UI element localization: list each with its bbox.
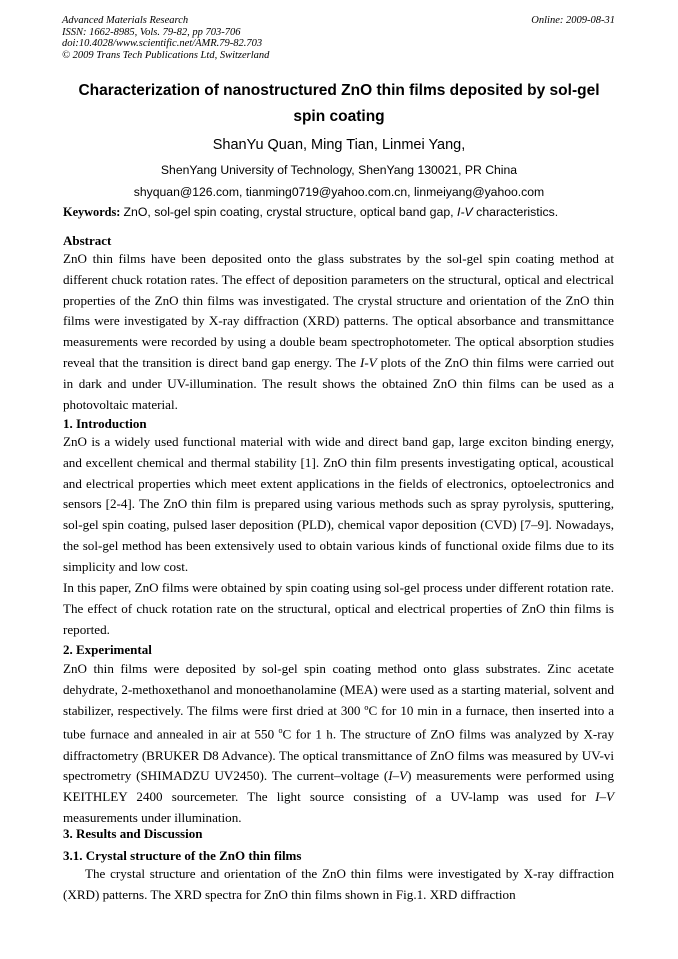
journal-name: Advanced Materials Research xyxy=(62,15,189,26)
keywords-label: Keywords: xyxy=(63,205,121,219)
introduction-heading: 1. Introduction xyxy=(63,416,147,431)
authors: ShanYu Quan, Ming Tian, Linmei Yang, xyxy=(212,137,466,153)
results-heading: 3. Results and Discussion xyxy=(63,826,203,841)
paper-title-line-1: Characterization of nanostructured ZnO thin films deposited by sol-gel xyxy=(78,82,600,99)
abstract-heading: Abstract xyxy=(63,233,112,248)
keywords xyxy=(63,205,623,220)
keywords-text: ZnO, sol-gel spin coating, crystal structure, optical band gap, I-V characteristics. xyxy=(123,205,559,219)
copyright-line: © 2009 Trans Tech Publications Ltd, Switzerland xyxy=(62,49,270,61)
journal-header xyxy=(62,15,618,61)
doi-line: doi:10.4028/www.scientific.net/AMR.79-82.703 xyxy=(62,38,263,50)
online-date: Online: 2009-08-31 xyxy=(531,15,615,26)
paper-title-line-2: spin coating xyxy=(293,108,385,125)
crystal-structure-heading: 3.1. Crystal structure of the ZnO thin films xyxy=(63,848,302,863)
emails: shyquan@126.com, tianming0719@yahoo.com.cn, linmeiyang@yahoo.com xyxy=(133,185,545,199)
abstract-text: ZnO thin films have been deposited onto the glass substrates by the sol-gel spin coating method at different chuck rotation rates. The effect of deposition parameters on the structural, optical and electrical properties of the ZnO thin films was investigated. The crystal structure and orientation of the ZnO thin films were investigated by X-ray diffraction (XRD) patterns. The optical absorbance and transmittance measurements were recorded by using a double beam spectrophotometer. The optical absorption studies reveal that the transition is direct band gap energy. The I-V plots of the ZnO thin films were carried out in dark and under UV-illumination. The result shows the obtained ZnO thin films can be used as a photovoltaic material. xyxy=(63,251,614,412)
crystal-structure-text: The crystal structure and orientation of the ZnO thin films were investigated by X-ray diffraction (XRD) patterns. The XRD spectra for ZnO thin films shown in Fig.1. XRD diffraction xyxy=(63,866,614,902)
issn-line: ISSN: 1662-8985, Vols. 79-82, pp 703-706 xyxy=(62,26,241,38)
experimental-text: ZnO thin films were deposited by sol-gel spin coating method onto glass substrates. Zinc acetate dehydrate, 2-methoxethanol and monoethanolamine (MEA) were used as a starting material, solvent and stabilizer, respectively. The films were first dried at 300 ºC for 10 min in a furnace, then inserted into a tube furnace and annealed in air at 550 $^o$C for 1 h. The structure of ZnO films was analyzed by X-ray diffractometry (BRUKER D8 Advance). The optical transmittance of ZnO films was measured by UV-vi spectrometry (SHIMADZU UV2450). The current–voltage (I–V) measurements were performed using KEITHLEY 2400 sourcemeter. The light source consisting of a UV-lamp was used for I–V measurements under illumination. xyxy=(63,661,614,825)
introduction-paragraph-2: In this paper, ZnO films were obtained by spin coating using sol-gel process under different rotation rate. The effect of chuck rotation rate on the structural, optical and electrical properties of ZnO thin films is reported. xyxy=(63,580,614,637)
introduction-paragraph-1: ZnO is a widely used functional material with wide and direct band gap, large exciton binding energy, and excellent chemical and thermal stability [1]. ZnO thin film presents investigating optical, acoustical and electrical properties which meet extent applications in the fields of electronics, optoelectronics and sensors [2-4]. The ZnO thin film is prepared using various methods such as spray pyrolysis, sputtering, sol-gel spin coating, pulsed laser deposition (PLD), chemical vapor deposition (CVD) [7–9]. Nowadays, the sol-gel method has been extensively used to obtain various kinds of functional oxide films due to its simplicity and low cost. xyxy=(63,434,614,574)
affiliation: ShenYang University of Technology, ShenYang 130021, PR China xyxy=(160,163,518,177)
experimental-heading: 2. Experimental xyxy=(63,642,152,657)
